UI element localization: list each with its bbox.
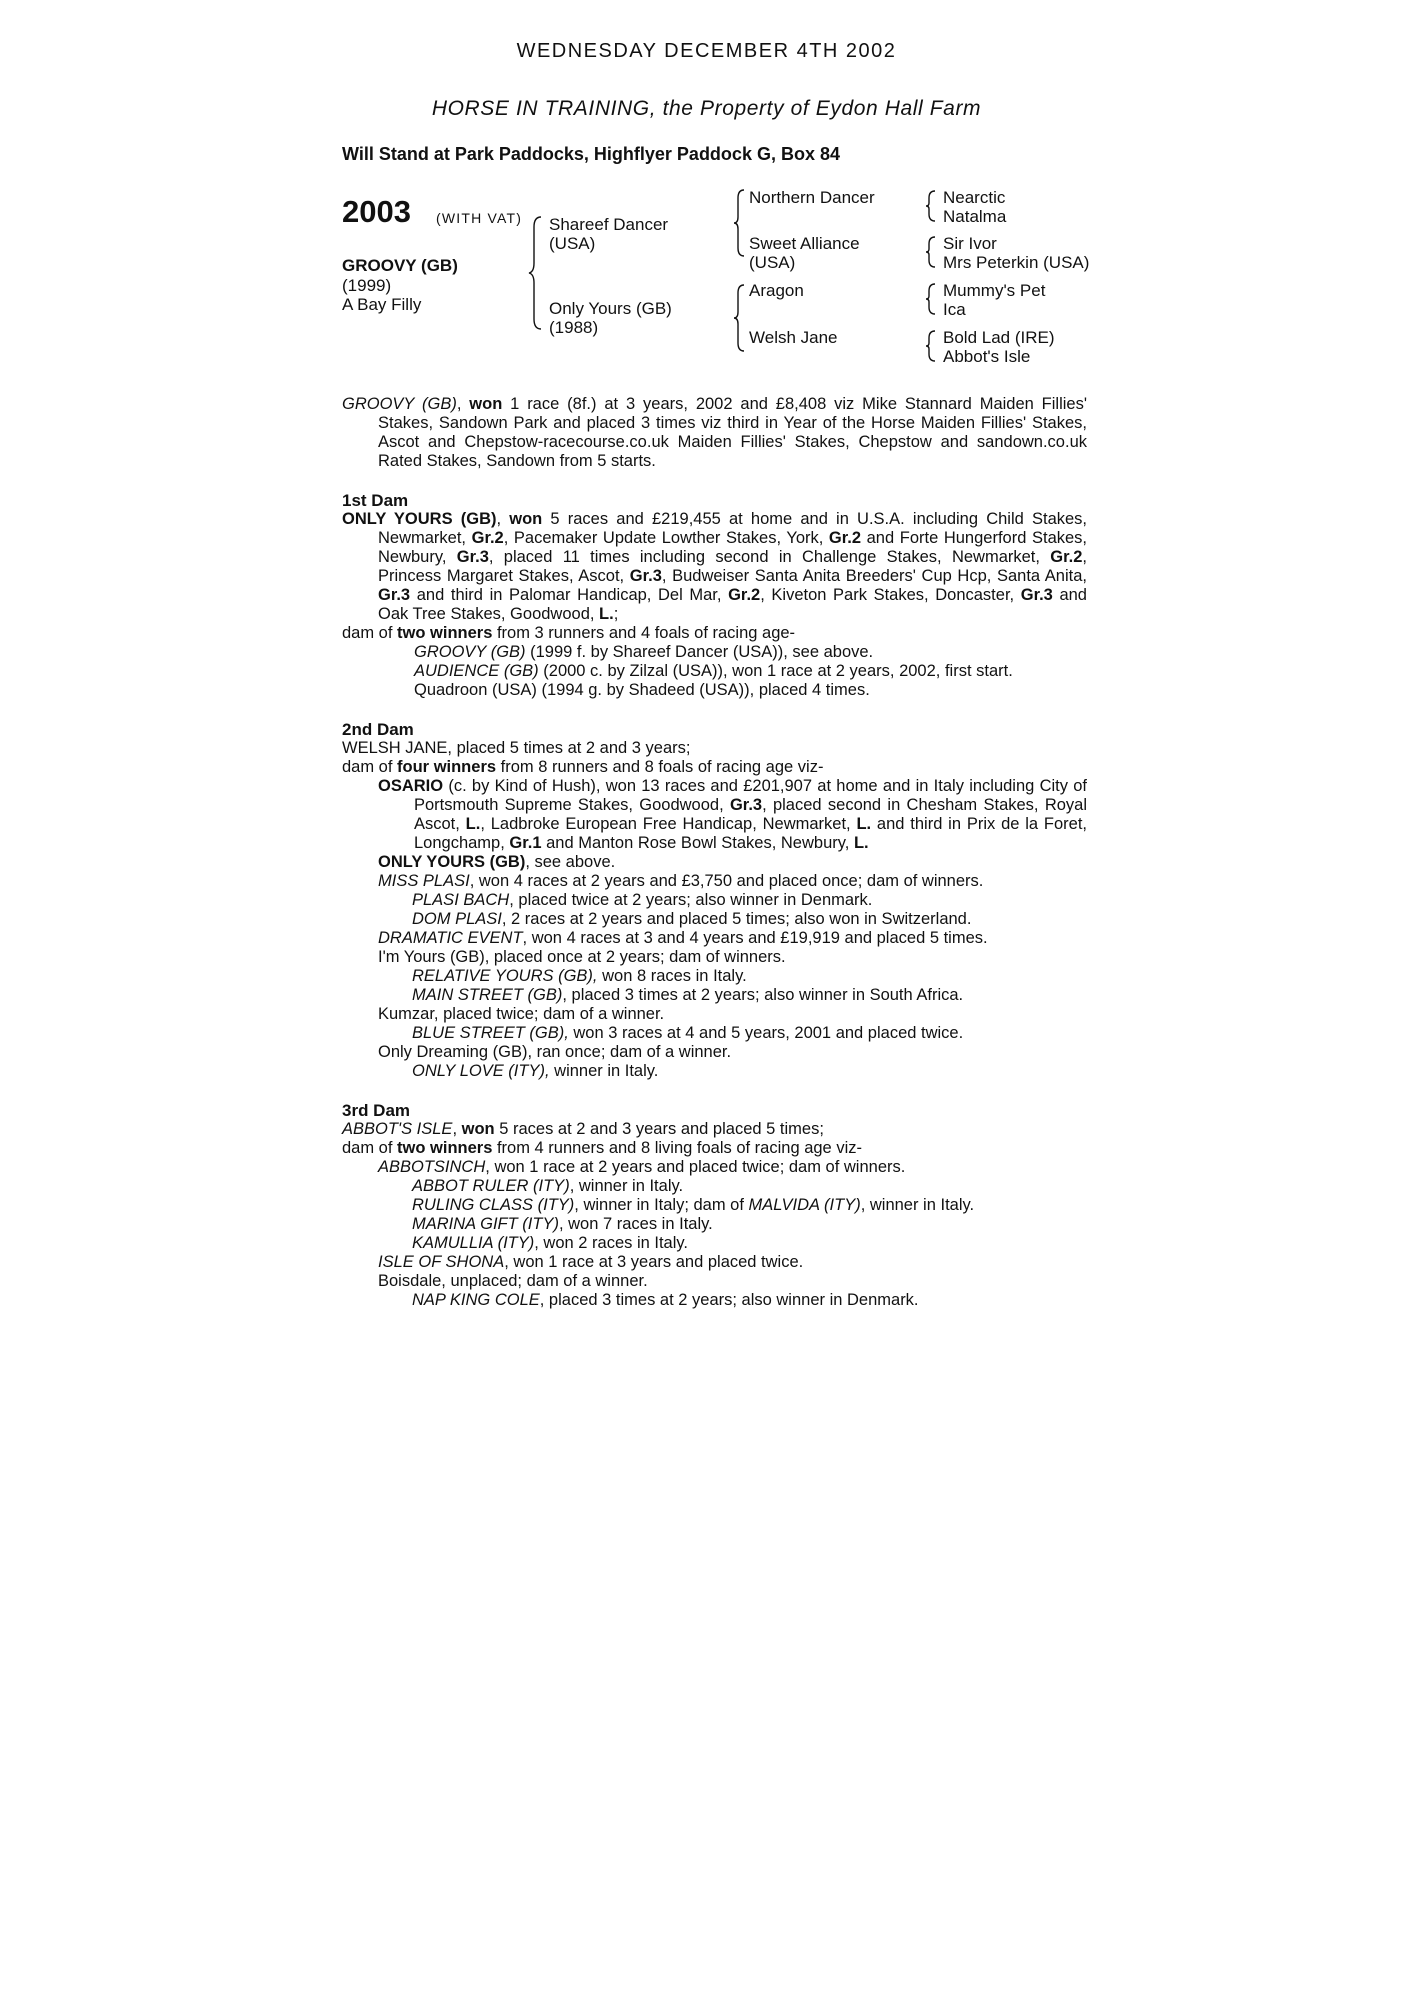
produce-entry	[342, 1234, 1087, 1253]
produce-entry	[342, 1215, 1087, 1234]
vat-note: (WITH VAT)	[436, 210, 523, 226]
brace-sd	[925, 235, 937, 269]
produce-entry	[342, 1043, 1087, 1062]
text-run: Boisdale, unplaced; dam of a winner.	[378, 1272, 648, 1290]
produce-entry	[342, 948, 1087, 967]
brace-dd	[925, 329, 937, 363]
text-run: and third in Palomar Handicap, Del Mar,	[410, 586, 729, 604]
text-run: won	[461, 1120, 495, 1138]
produce-entry	[342, 1158, 1087, 1177]
text-run: 1 race (8f.) at 3 years, 2002 and £8,408 viz Mike Stannard Maiden Fillies' Stakes, Sandown Park and placed 3 times viz third in Year of the Horse Maiden Fillies' Stakes, Ascot and Chepstow-racecourse.co.uk Maiden Fillies' Stakes, Chepstow and sandown.co.uk Rated Stakes, Sandown from 5 starts.	[378, 395, 1087, 470]
text-run: and Forte Hungerford Stakes, Newbury,	[378, 529, 1088, 566]
third-dam-record	[342, 1120, 1087, 1139]
sire-dam-country: (USA)	[749, 253, 796, 272]
produce-entry	[342, 891, 1087, 910]
third-dam-produce-summary	[342, 1139, 1087, 1158]
text-run: Gr.3	[729, 796, 763, 814]
produce-entry	[342, 853, 1087, 872]
produce-entry	[342, 929, 1087, 948]
text-run: ,	[452, 1120, 462, 1138]
text-run: DOM PLASI	[412, 910, 502, 928]
second-dam-produce-summary	[342, 758, 1087, 777]
text-run: BLUE STREET (GB),	[412, 1024, 569, 1042]
text-run: , winner in Italy; dam of	[574, 1196, 749, 1214]
text-run: and Oak Tree Stakes, Goodwood,	[378, 586, 1087, 623]
text-run: dam of	[342, 758, 398, 776]
horse-name: GROOVY (GB)	[342, 256, 458, 275]
dam-parents-brace	[733, 283, 747, 353]
second-dam-record	[342, 739, 1087, 758]
second-dam-heading: 2nd Dam	[342, 720, 414, 739]
text-run: , winner in Italy.	[569, 1177, 684, 1195]
produce-entry	[342, 777, 1087, 853]
text-run: ONLY YOURS (GB)	[342, 510, 497, 528]
ds-dam: Ica	[943, 300, 966, 319]
text-run: L.	[465, 815, 481, 833]
lot-year: 2003	[342, 194, 411, 229]
produce-entry	[342, 910, 1087, 929]
produce-entry	[342, 1272, 1087, 1291]
dam-foaled: (1988)	[549, 318, 599, 337]
dam-name: Only Yours (GB)	[549, 299, 672, 318]
text-run: two winners	[397, 624, 493, 642]
sire-name: Shareef Dancer	[549, 215, 669, 234]
second-dam-produce-list	[342, 777, 1087, 1081]
text-run: , won 4 races at 3 and 4 years and £19,919 and placed 5 times.	[522, 929, 988, 947]
produce-entry	[342, 1177, 1087, 1196]
text-run: Gr.2	[828, 529, 862, 547]
text-run: and Manton Rose Bowl Stakes, Newbury,	[541, 834, 854, 852]
brace-ds	[925, 282, 937, 316]
text-run: , 2 races at 2 years and placed 5 times; also won in Switzerland.	[501, 910, 972, 928]
text-run: , placed 3 times at 2 years; also winner in South Africa.	[562, 986, 964, 1004]
text-run: L.	[853, 834, 869, 852]
text-run: ;	[613, 605, 619, 623]
text-run: , Budweiser Santa Anita Breeders' Cup Hcp, Santa Anita,	[661, 567, 1087, 585]
text-run: DRAMATIC EVENT	[378, 929, 523, 947]
text-run: OSARIO	[378, 777, 444, 795]
text-run: , won 1 race at 3 years and placed twice.	[504, 1253, 804, 1271]
horse-description: A Bay Filly	[342, 295, 422, 314]
text-run: GROOVY (GB)	[414, 643, 526, 661]
text-run: PLASI BACH	[412, 891, 510, 909]
text-run: NAP KING COLE	[412, 1291, 540, 1309]
text-run: , winner in Italy.	[860, 1196, 975, 1214]
text-run: ISLE OF SHONA	[378, 1253, 505, 1271]
text-run: Only Dreaming (GB), ran once; dam of a winner.	[378, 1043, 732, 1061]
third-dam-produce-list	[342, 1158, 1087, 1310]
text-run: from 4 runners and 8 living foals of racing age viz-	[492, 1139, 862, 1157]
race-record	[342, 395, 1087, 471]
produce-entry	[342, 1024, 1087, 1043]
text-run: dam of	[342, 624, 398, 642]
text-run: , won 1 race at 2 years and placed twice; dam of winners.	[485, 1158, 906, 1176]
text-run: , won 7 races in Italy.	[558, 1215, 713, 1233]
text-run: won 3 races at 4 and 5 years, 2001 and placed twice.	[568, 1024, 964, 1042]
text-run: , won 4 races at 2 years and £3,750 and placed once; dam of winners.	[469, 872, 984, 890]
text-run: , Princess Margaret Stakes, Ascot,	[378, 548, 1087, 585]
text-run: KAMULLIA (ITY)	[412, 1234, 535, 1252]
text-run: ,	[456, 395, 470, 413]
text-run: (2000 c. by Zilzal (USA)), won 1 race at 2 years, 2002, first start.	[538, 662, 1013, 680]
text-run: , see above.	[525, 853, 616, 871]
ss-dam: Natalma	[943, 207, 1007, 226]
text-run: ABBOT'S ISLE	[342, 1120, 453, 1138]
sire-country: (USA)	[549, 234, 596, 253]
text-run: 5 races and £219,455 at home and in U.S.A. including Child Stakes, Newmarket,	[378, 510, 1088, 547]
text-run: ABBOT RULER (ITY)	[412, 1177, 570, 1195]
produce-entry	[342, 1062, 1087, 1081]
sire-dam: Sweet Alliance	[749, 234, 860, 253]
text-run: Gr.2	[1050, 548, 1083, 566]
produce-entry	[342, 986, 1087, 1005]
lot-title: HORSE IN TRAINING, the Property of Eydon Hall Farm	[431, 97, 982, 120]
text-run: Gr.1	[509, 834, 542, 852]
text-run: , Kiveton Park Stakes, Doncaster,	[760, 586, 1021, 604]
text-run: (1999 f. by Shareef Dancer (USA)), see above.	[525, 643, 874, 661]
text-run: ONLY YOURS (GB)	[378, 853, 526, 871]
dd-dam: Abbot's Isle	[943, 347, 1031, 366]
sire-parents-brace	[733, 188, 747, 258]
dam-dam: Welsh Jane	[749, 328, 838, 347]
text-run: won 8 races in Italy.	[597, 967, 747, 985]
first-dam-heading: 1st Dam	[342, 491, 409, 510]
text-run: won	[469, 395, 503, 413]
sire-dam-brace	[528, 215, 544, 331]
text-run: ,	[496, 510, 510, 528]
dam-sire: Aragon	[749, 281, 804, 300]
text-run: Gr.3	[629, 567, 662, 585]
text-run: L.	[599, 605, 614, 623]
text-run: , Pacemaker Update Lowther Stakes, York,	[503, 529, 829, 547]
text-run: winner in Italy.	[549, 1062, 659, 1080]
text-run: and third in Prix de la Foret, Longchamp,	[414, 815, 1087, 852]
brace-ss	[925, 189, 937, 223]
produce-entry	[342, 643, 1087, 662]
text-run: Gr.2	[728, 586, 761, 604]
ss-sire: Nearctic	[943, 188, 1006, 207]
text-run: Gr.3	[456, 548, 489, 566]
produce-entry	[342, 967, 1087, 986]
text-run: Quadroon (USA) (1994 g. by Shadeed (USA)), placed 4 times.	[414, 681, 870, 699]
text-run: won	[509, 510, 543, 528]
produce-entry	[342, 872, 1087, 891]
text-run: GROOVY (GB)	[342, 395, 457, 413]
text-run: , won 2 races in Italy.	[534, 1234, 689, 1252]
text-run: (c. by Kind of Hush), won 13 races and £201,907 at home and in Italy including City of Portsmouth Supreme Stakes, Goodwood,	[414, 777, 1087, 814]
text-run: four winners	[397, 758, 497, 776]
produce-entry	[342, 1253, 1087, 1272]
text-run: , Ladbroke European Free Handicap, Newmarket,	[480, 815, 857, 833]
sd-dam: Mrs Peterkin (USA)	[943, 253, 1090, 272]
third-dam-heading: 3rd Dam	[342, 1101, 411, 1120]
text-run: Gr.3	[1020, 586, 1053, 604]
text-run: ONLY LOVE (ITY),	[412, 1062, 550, 1080]
sire-sire: Northern Dancer	[749, 188, 875, 207]
text-run: Gr.2	[471, 529, 504, 547]
produce-entry	[342, 1005, 1087, 1024]
text-run: I'm Yours (GB), placed once at 2 years; dam of winners.	[378, 948, 786, 966]
text-run: 5 races at 2 and 3 years and placed 5 times;	[494, 1120, 824, 1138]
produce-entry	[342, 1291, 1087, 1310]
text-run: , placed 11 times including second in Challenge Stakes, Newmarket,	[488, 548, 1051, 566]
text-run: MISS PLASI	[378, 872, 470, 890]
produce-entry	[342, 1196, 1087, 1215]
text-run: , placed second in Chesham Stakes, Royal Ascot,	[414, 796, 1087, 833]
sale-date: WEDNESDAY DECEMBER 4TH 2002	[516, 40, 897, 62]
first-dam-record	[342, 510, 1087, 624]
text-run: two winners	[397, 1139, 493, 1157]
dd-sire: Bold Lad (IRE)	[943, 328, 1055, 347]
text-run: RELATIVE YOURS (GB),	[412, 967, 598, 985]
sd-sire: Sir Ivor	[943, 234, 997, 253]
text-run: L.	[856, 815, 872, 833]
text-run: , placed twice at 2 years; also winner in Denmark.	[509, 891, 873, 909]
produce-entry	[342, 662, 1087, 681]
text-run: Kumzar, placed twice; dam of a winner.	[378, 1005, 665, 1023]
text-run: from 8 runners and 8 foals of racing age viz-	[496, 758, 824, 776]
stand-location: Will Stand at Park Paddocks, Highflyer Paddock G, Box 84	[342, 144, 840, 164]
text-run: Gr.3	[378, 586, 411, 604]
text-run: dam of	[342, 1139, 398, 1157]
text-run: from 3 runners and 4 foals of racing age-	[492, 624, 796, 642]
text-run: MALVIDA (ITY)	[748, 1196, 861, 1214]
catalogue-body	[342, 395, 1087, 1310]
first-dam-produce-summary	[342, 624, 1087, 643]
text-run: WELSH JANE, placed 5 times at 2 and 3 years;	[342, 739, 691, 757]
produce-entry	[342, 681, 1087, 700]
ds-sire: Mummy's Pet	[943, 281, 1046, 300]
text-run: MARINA GIFT (ITY)	[412, 1215, 559, 1233]
text-run: AUDIENCE (GB)	[414, 662, 539, 680]
text-run: ABBOTSINCH	[378, 1158, 486, 1176]
text-run: , placed 3 times at 2 years; also winner in Denmark.	[539, 1291, 919, 1309]
text-run: MAIN STREET (GB)	[412, 986, 563, 1004]
horse-foaled: (1999)	[342, 276, 392, 295]
text-run: RULING CLASS (ITY)	[412, 1196, 575, 1214]
